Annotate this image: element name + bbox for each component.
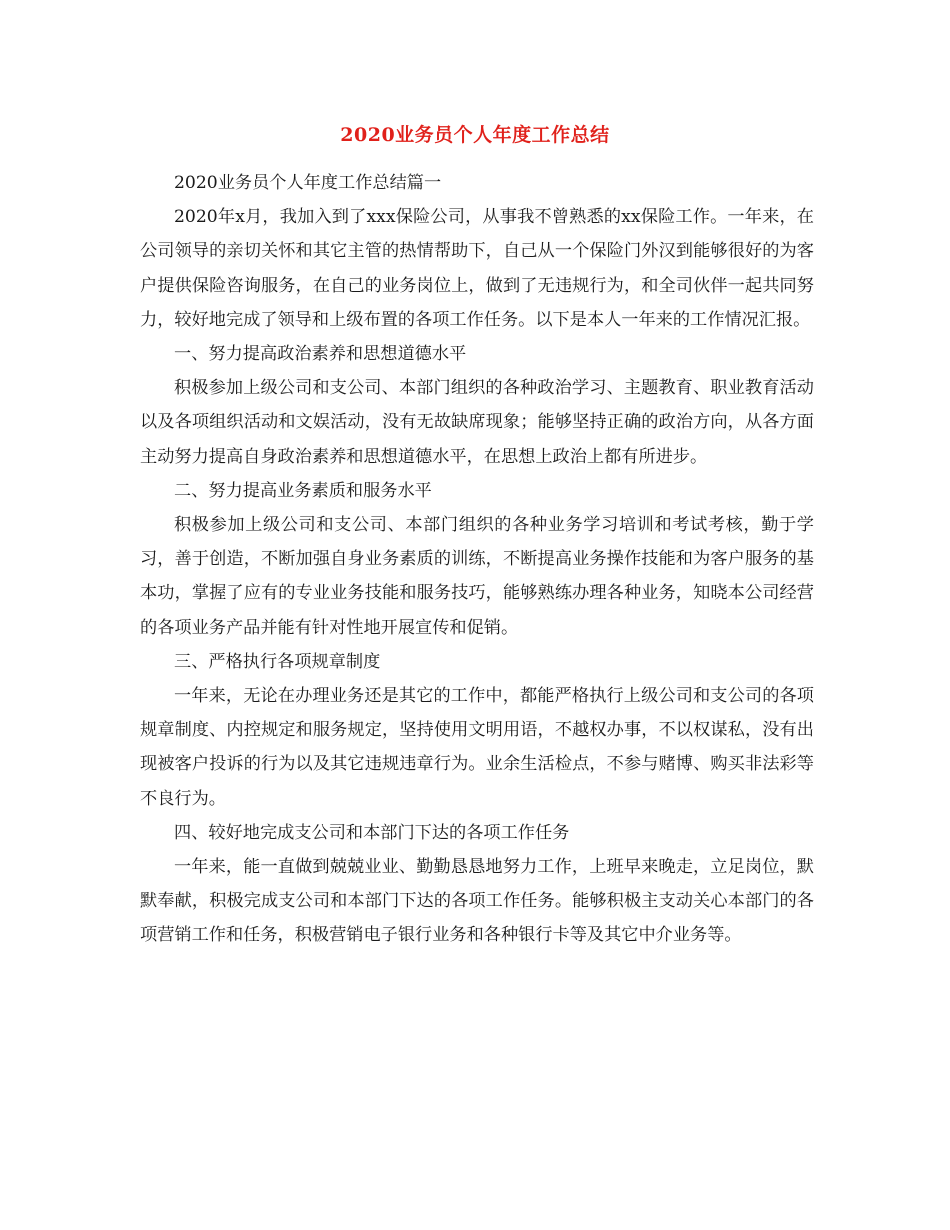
section-heading-part-one: 2020业务员个人年度工作总结篇一 [174, 173, 442, 193]
section-heading-1: 一、努力提高政治素养和思想道德水平 [174, 344, 467, 365]
section-heading-2: 二、努力提高业务素质和服务水平 [174, 480, 432, 501]
section-heading-4: 四、较好地完成支公司和本部门下达的各项工作任务 [174, 822, 570, 843]
paragraph-section-1: 积极参加上级公司和支公司、本部门组织的各种政治学习、主题教育、职业教育活动以及各项组织活动和文娱活动，没有无故缺席现象；能够坚持正确的政治方向，从各方面主动努力提高自身政治素养和思想道德水平，在思想上政治上都有所进步。 [140, 378, 814, 467]
document-body [140, 166, 814, 953]
section-heading-3: 三、严格执行各项规章制度 [174, 651, 381, 672]
paragraph-section-3: 一年来，无论在办理业务还是其它的工作中，都能严格执行上级公司和支公司的各项规章制度、内控规定和服务规定，坚持使用文明用语，不越权办事，不以权谋私，没有出现被客户投诉的行为以及其它违规违章行为。业余生活检点，不参与赌博、购买非法彩等不良行为。 [140, 686, 814, 809]
paragraph-section-2: 积极参加上级公司和支公司、本部门组织的各种业务学习培训和考试考核，勤于学习，善于创造，不断加强自身业务素质的训练，不断提高业务操作技能和为客户服务的基本功，掌握了应有的专业业务技能和服务技巧，能够熟练办理各种业务，知晓本公司经营的各项业务产品并能有针对性地开展宣传和促销。 [140, 515, 814, 638]
document-title: 2020业务员个人年度工作总结 [340, 124, 610, 146]
paragraph-section-4: 一年来，能一直做到兢兢业业、勤勤恳恳地努力工作，上班早来晚走，立足岗位，默默奉献，积极完成支公司和本部门下达的各项工作任务。能够积极主支动关心本部门的各项营销工作和任务，积极营销电子银行业务和各种银行卡等及其它中介业务等。 [140, 857, 814, 946]
paragraph-intro: 2020年x月，我加入到了xxx保险公司，从事我不曾熟悉的xx保险工作。一年来，在公司领导的亲切关怀和其它主管的热情帮助下，自己从一个保险门外汉到能够很好的为客户提供保险咨询服务，在自己的业务岗位上，做到了无违规行为，和全司伙伴一起共同努力，较好地完成了领导和上级布置的各项工作任务。以下是本人一年来的工作情况汇报。 [140, 207, 814, 330]
